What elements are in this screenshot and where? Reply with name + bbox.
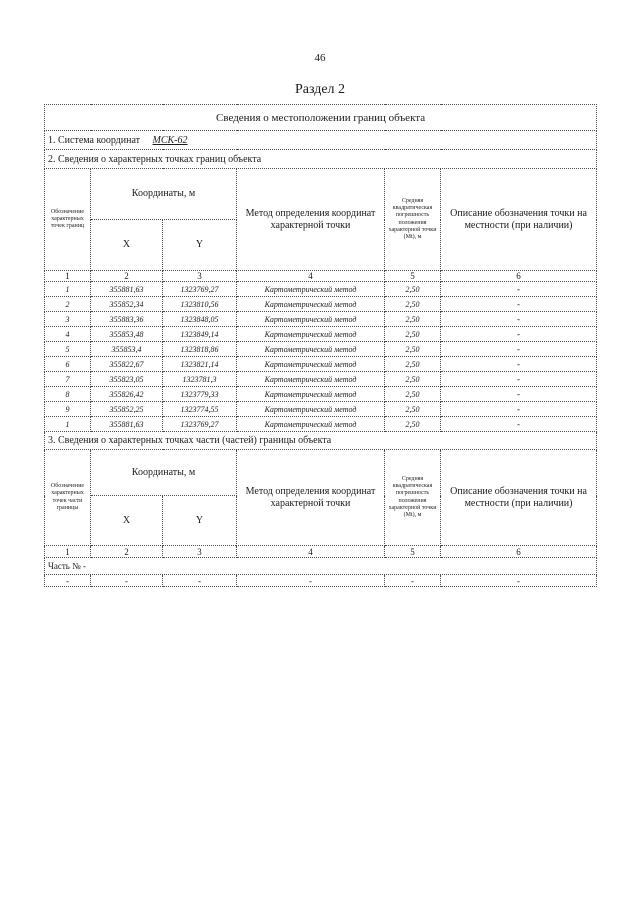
- section-3-label: 3. Сведения о характерных точках части (частей) границы объекта: [45, 432, 597, 450]
- point-accuracy: 2,50: [385, 372, 441, 387]
- point-accuracy: 2,50: [385, 282, 441, 297]
- point-x: 355852,34: [91, 297, 163, 312]
- point-number: 2: [45, 297, 91, 312]
- point-x: 355822,67: [91, 357, 163, 372]
- part-label: Часть № -: [45, 558, 597, 575]
- point-number: 5: [45, 342, 91, 357]
- empty-cell: -: [163, 575, 237, 587]
- table-row: [45, 387, 597, 402]
- coordinate-system-label: 1. Система координат: [48, 134, 141, 146]
- empty-cell: -: [237, 575, 385, 587]
- point-y: 1323821,14: [163, 357, 237, 372]
- point-x: 355881,63: [91, 282, 163, 297]
- point-method: Картометрический метод: [237, 342, 385, 357]
- column-number: 4: [237, 271, 385, 282]
- table-row: [45, 327, 597, 342]
- point-y: 1323849,14: [163, 327, 237, 342]
- point-accuracy: 2,50: [385, 387, 441, 402]
- table-title: Сведения о местоположении границ объекта: [45, 105, 597, 131]
- point-description: -: [441, 402, 597, 417]
- point-x: 355852,25: [91, 402, 163, 417]
- point-accuracy: 2,50: [385, 342, 441, 357]
- section-title: Раздел 2: [294, 82, 346, 97]
- coordinate-system-cell: [45, 131, 597, 150]
- boundaries-table: [44, 104, 597, 587]
- point-x: 355881,63: [91, 417, 163, 432]
- column-number: 5: [385, 546, 441, 558]
- header-method: Метод определения координат характерной точки: [237, 169, 385, 271]
- point-x: 355826,42: [91, 387, 163, 402]
- table-row: [45, 417, 597, 432]
- point-description: -: [441, 312, 597, 327]
- empty-cell: -: [441, 575, 597, 587]
- point-y: 1323781,3: [163, 372, 237, 387]
- point-method: Картометрический метод: [237, 327, 385, 342]
- point-description: -: [441, 417, 597, 432]
- point-y: 1323779,33: [163, 387, 237, 402]
- table-row: [45, 575, 597, 587]
- column-number: 6: [441, 546, 597, 558]
- section-2-column-numbers: [45, 271, 597, 282]
- point-accuracy: 2,50: [385, 297, 441, 312]
- header-y: Y: [163, 220, 237, 271]
- point-y: 1323774,55: [163, 402, 237, 417]
- table-title-row: [45, 105, 597, 131]
- part-label-row: [45, 558, 597, 575]
- header-description: Описание обозначения точки на местности (при наличии): [441, 169, 597, 271]
- point-number: 4: [45, 327, 91, 342]
- point-accuracy: 2,50: [385, 417, 441, 432]
- point-description: -: [441, 282, 597, 297]
- section-3-header-row: [45, 450, 597, 496]
- column-number: 2: [91, 546, 163, 558]
- point-accuracy: 2,50: [385, 327, 441, 342]
- header-designation: Обозначение характерных точек границ: [45, 169, 91, 271]
- point-number: 6: [45, 357, 91, 372]
- section-3-column-numbers: [45, 546, 597, 558]
- table-row: [45, 357, 597, 372]
- column-number: 3: [163, 271, 237, 282]
- point-accuracy: 2,50: [385, 312, 441, 327]
- empty-cell: -: [385, 575, 441, 587]
- point-x: 355883,36: [91, 312, 163, 327]
- header-accuracy: Средняя квадратическая погрешность положения характерной точки (Mt), м: [385, 169, 441, 271]
- point-description: -: [441, 357, 597, 372]
- point-y: 1323818,86: [163, 342, 237, 357]
- column-number: 2: [91, 271, 163, 282]
- header-y: Y: [163, 496, 237, 546]
- point-x: 355853,4: [91, 342, 163, 357]
- point-method: Картометрический метод: [237, 312, 385, 327]
- point-method: Картометрический метод: [237, 357, 385, 372]
- header-x: X: [91, 496, 163, 546]
- point-y: 1323848,05: [163, 312, 237, 327]
- coordinate-system-value: МСК-62: [152, 134, 188, 146]
- column-number: 1: [45, 546, 91, 558]
- point-x: 355853,48: [91, 327, 163, 342]
- point-method: Картометрический метод: [237, 372, 385, 387]
- column-number: 6: [441, 271, 597, 282]
- coordinate-system-row: [45, 131, 597, 150]
- empty-cell: -: [91, 575, 163, 587]
- header-description: Описание обозначения точки на местности (при наличии): [441, 450, 597, 546]
- point-number: 9: [45, 402, 91, 417]
- header-coordinates: Координаты, м: [91, 169, 237, 220]
- point-description: -: [441, 342, 597, 357]
- table-row: [45, 282, 597, 297]
- point-method: Картометрический метод: [237, 297, 385, 312]
- point-x: 355823,05: [91, 372, 163, 387]
- header-coordinates: Координаты, м: [91, 450, 237, 496]
- column-number: 4: [237, 546, 385, 558]
- header-designation: Обозначение характерных точек части границы: [45, 450, 91, 546]
- table-row: [45, 312, 597, 327]
- column-number: 1: [45, 271, 91, 282]
- point-method: Картометрический метод: [237, 417, 385, 432]
- point-description: -: [441, 327, 597, 342]
- point-accuracy: 2,50: [385, 357, 441, 372]
- table-row: [45, 372, 597, 387]
- page-number: 46: [314, 52, 326, 64]
- point-number: 3: [45, 312, 91, 327]
- column-number: 3: [163, 546, 237, 558]
- table-row: [45, 342, 597, 357]
- point-y: 1323769,27: [163, 417, 237, 432]
- point-y: 1323810,56: [163, 297, 237, 312]
- point-y: 1323769,27: [163, 282, 237, 297]
- section-3-label-row: [45, 432, 597, 450]
- section-2-label-row: [45, 150, 597, 169]
- point-method: Картометрический метод: [237, 282, 385, 297]
- point-number: 8: [45, 387, 91, 402]
- table-row: [45, 402, 597, 417]
- point-method: Картометрический метод: [237, 402, 385, 417]
- point-accuracy: 2,50: [385, 402, 441, 417]
- column-number: 5: [385, 271, 441, 282]
- section-2-label: 2. Сведения о характерных точках границ объекта: [45, 150, 597, 169]
- header-accuracy: Средняя квадратическая погрешность положения характерной точки (Mt), м: [385, 450, 441, 546]
- point-number: 1: [45, 417, 91, 432]
- point-number: 1: [45, 282, 91, 297]
- table-row: [45, 297, 597, 312]
- section-2-header-row: [45, 169, 597, 220]
- point-description: -: [441, 297, 597, 312]
- point-description: -: [441, 372, 597, 387]
- point-description: -: [441, 387, 597, 402]
- point-method: Картометрический метод: [237, 387, 385, 402]
- header-x: X: [91, 220, 163, 271]
- point-number: 7: [45, 372, 91, 387]
- empty-cell: -: [45, 575, 91, 587]
- header-method: Метод определения координат характерной точки: [237, 450, 385, 546]
